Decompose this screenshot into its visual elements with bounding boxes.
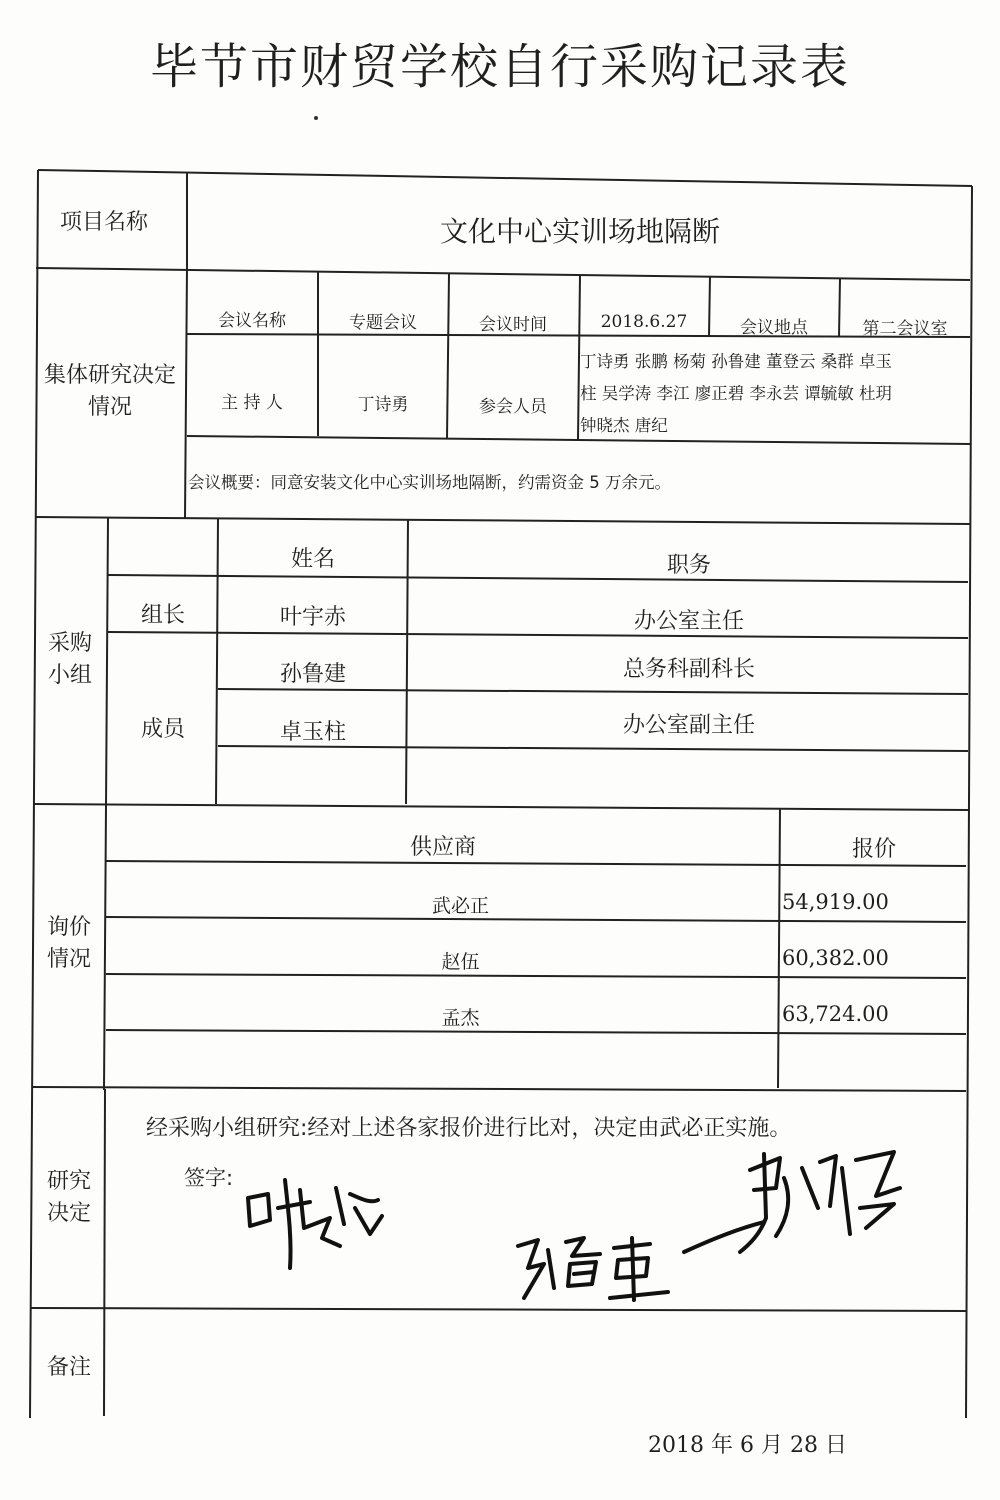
meeting-name-value: 专题会议 (349, 313, 417, 333)
host-value: 丁诗勇 (357, 395, 409, 415)
meeting-summary: 会议概要：同意安装文化中心实训场地隔断，约需资金 5 万余元。 (188, 473, 671, 492)
procurement-group-label: 采购小组 (47, 631, 92, 688)
leader-name: 叶宇赤 (279, 605, 346, 630)
meeting-time-value: 2018.6.27 (600, 312, 688, 332)
attendees-label: 参会人员 (479, 397, 547, 417)
document-date: 2018 年 6 月 28 日 (648, 1433, 847, 1458)
leader-label: 组长 (140, 603, 185, 628)
supplier-name: 赵伍 (441, 951, 480, 973)
supplier-price: 63,724.00 (782, 1002, 889, 1026)
members-label: 成员 (140, 717, 185, 742)
position-column-header: 职务 (666, 553, 711, 578)
member-position: 总务科副科长 (622, 657, 755, 682)
member-position: 办公室副主任 (622, 713, 755, 738)
project-name-label: 项目名称 (60, 210, 149, 235)
signature-leader (240, 1168, 390, 1278)
meeting-place-label: 会议地点 (740, 318, 808, 338)
meeting-name-label: 会议名称 (218, 311, 286, 331)
attendees-line: 丁诗勇 张鹏 杨菊 孙鲁建 董登云 桑群 卓玉 (580, 352, 892, 371)
meeting-place-value: 第二会议室 (862, 319, 948, 339)
decision-label: 研究决定 (46, 1169, 91, 1226)
supplier-column-header: 供应商 (409, 835, 476, 860)
supplier-name: 武必正 (431, 895, 489, 917)
signature-member-1 (510, 1228, 680, 1313)
project-name-value: 文化中心实训场地隔断 (439, 215, 720, 248)
attendees-line: 柱 吴学涛 李江 廖正碧 李永芸 谭毓敏 杜玥 (580, 384, 892, 403)
member-name: 孙鲁建 (279, 662, 346, 687)
collective-decision-label: 集体研究决定情况 (43, 363, 176, 420)
supplier-price: 60,382.00 (782, 946, 889, 970)
host-label: 主 持 人 (221, 393, 283, 413)
meeting-time-label: 会议时间 (479, 315, 547, 335)
leader-position: 办公室主任 (633, 609, 744, 634)
supplier-price: 54,919.00 (782, 890, 889, 914)
name-column-header: 姓名 (290, 547, 335, 572)
decision-text: 经采购小组研究:经对上述各家报价进行比对，决定由武必正实施。 (146, 1116, 792, 1141)
page-title: 毕节市财贸学校自行采购记录表 (149, 39, 850, 95)
member-name: 卓玉柱 (279, 720, 346, 745)
attendees-line: 钟晓杰 唐纪 (580, 416, 668, 435)
price-column-header: 报价 (851, 837, 896, 862)
supplier-name: 孟杰 (441, 1007, 480, 1029)
remarks-label: 备注 (46, 1355, 91, 1380)
inquiry-label: 询价情况 (46, 915, 91, 972)
signature-label: 签字: (184, 1166, 234, 1190)
signature-member-2 (680, 1148, 910, 1268)
